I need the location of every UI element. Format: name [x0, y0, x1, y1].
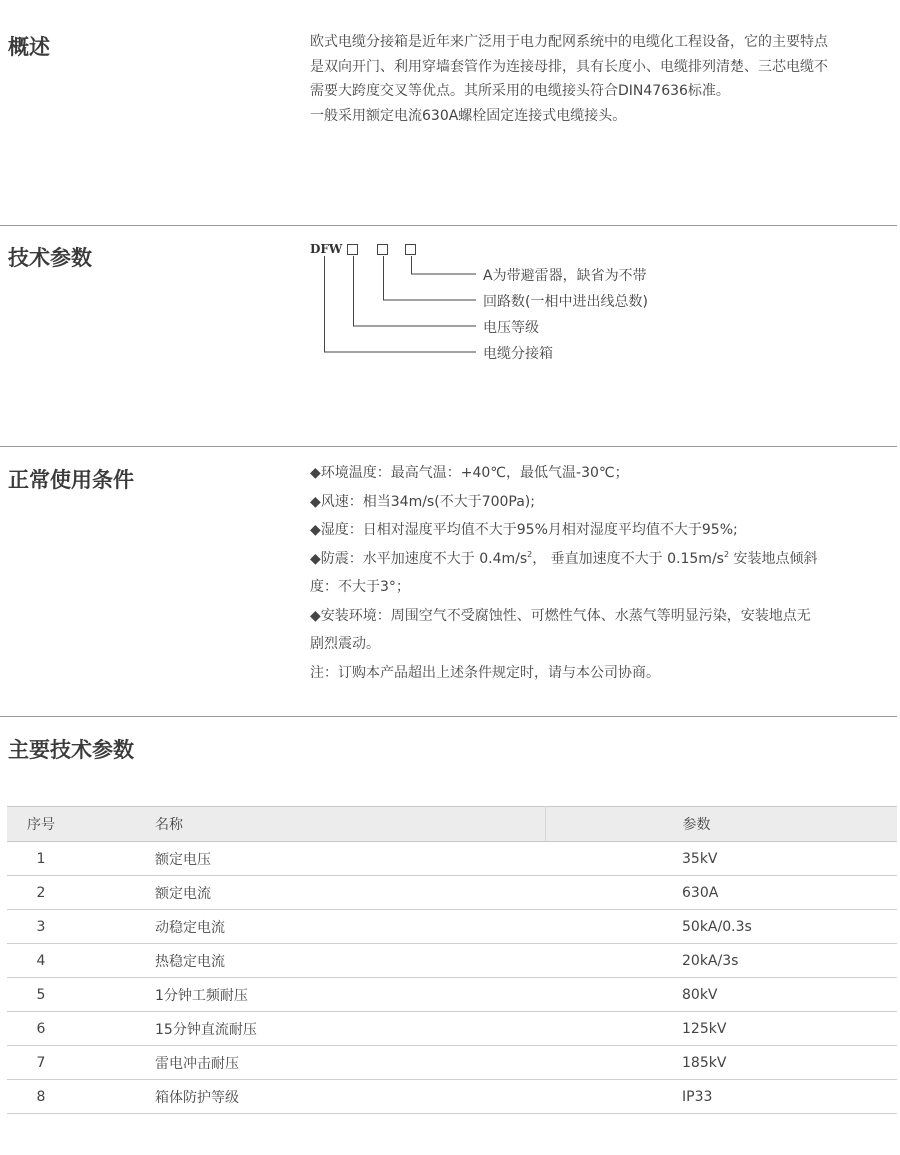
- table-row: [7, 1012, 897, 1046]
- leader-line-arrester: [412, 256, 477, 274]
- overview-line: 需要大跨度交叉等优点。其所采用的电缆接头符合DIN47636标准。: [310, 83, 730, 99]
- table-row: [7, 1080, 897, 1114]
- cell-value: 630A: [545, 876, 897, 910]
- table-row: [7, 910, 897, 944]
- cell-value: 20kA/3s: [545, 944, 897, 978]
- cell-no: 5: [7, 978, 75, 1012]
- cell-name: 1分钟工频耐压: [75, 978, 545, 1012]
- cell-name: 箱体防护等级: [75, 1080, 545, 1114]
- legend-box: 电缆分接箱: [483, 346, 553, 362]
- model-diagram-lines: [0, 0, 900, 400]
- cell-no: 8: [7, 1080, 75, 1114]
- cell-no: 3: [7, 910, 75, 944]
- cell-value: 80kV: [545, 978, 897, 1012]
- condition-note: 注：订购本产品超出上述条件规定时，请与本公司协商。: [310, 664, 660, 681]
- quake-text-b: ， 垂直加速度不大于 0.15m/s: [532, 550, 724, 567]
- condition-install: ◆安装环境：周围空气不受腐蚀性、可燃性气体、水蒸气等明显污染，安装地点无: [310, 607, 811, 624]
- leader-line-box: [325, 256, 477, 352]
- cell-value: IP33: [545, 1080, 897, 1114]
- cell-name: 额定电流: [75, 876, 545, 910]
- legend-voltage: 电压等级: [483, 320, 539, 336]
- tech-title: 技术参数: [8, 246, 92, 270]
- condition-humidity: ◆湿度：日相对湿度平均值不大于95%月相对湿度平均值不大于95%;: [310, 522, 738, 538]
- table-row: [7, 1046, 897, 1080]
- cell-no: 2: [7, 876, 75, 910]
- header-value: 参数: [545, 807, 897, 842]
- table-row: [7, 944, 897, 978]
- overview-line: 是双向开门、利用穿墙套管作为连接母排，具有长度小、电缆排列清楚、三芯电缆不: [310, 58, 828, 75]
- legend-arrester: A为带避雷器，缺省为不带: [483, 268, 647, 284]
- condition-wind: ◆风速：相当34m/s(不大于700Pa);: [310, 493, 535, 510]
- cell-value: 185kV: [545, 1046, 897, 1080]
- params-table: [7, 806, 897, 1114]
- section-divider: [0, 446, 897, 447]
- condition-quake-cont: 度：不大于3°；: [310, 579, 410, 595]
- quake-text-a: ◆防震：水平加速度不大于 0.4m/s: [310, 550, 528, 567]
- leader-line-voltage: [354, 256, 477, 326]
- header-name: 名称: [75, 807, 545, 842]
- table-header-row: [7, 807, 897, 842]
- leader-line-circuits: [384, 256, 477, 300]
- cell-value: 125kV: [545, 1012, 897, 1046]
- cell-value: 35kV: [545, 842, 897, 876]
- cell-value: 50kA/0.3s: [545, 910, 897, 944]
- condition-install-cont: 剧烈震动。: [310, 636, 380, 652]
- table-row: [7, 978, 897, 1012]
- cell-no: 4: [7, 944, 75, 978]
- conditions-list: [310, 459, 900, 687]
- conditions-title: 正常使用条件: [8, 468, 134, 492]
- condition-quake: [310, 545, 900, 574]
- superscript: 2: [723, 549, 730, 559]
- cell-name: 15分钟直流耐压: [75, 1012, 545, 1046]
- table-row: [7, 876, 897, 910]
- superscript: 2: [527, 549, 533, 559]
- overview-line: 一般采用额定电流630A螺栓固定连接式电缆接头。: [310, 107, 627, 124]
- cell-name: 热稳定电流: [75, 944, 545, 978]
- overview-line: 欧式电缆分接箱是近年来广泛用于电力配网系统中的电缆化工程设备，它的主要特点: [310, 34, 828, 50]
- cell-name: 额定电压: [75, 842, 545, 876]
- section-divider: [0, 716, 897, 717]
- cell-name: 雷电冲击耐压: [75, 1046, 545, 1080]
- cell-no: 1: [7, 842, 75, 876]
- legend-circuits: 回路数(一相中进出线总数): [483, 294, 648, 310]
- cell-no: 7: [7, 1046, 75, 1080]
- table-row: [7, 842, 897, 876]
- cell-name: 动稳定电流: [75, 910, 545, 944]
- cell-no: 6: [7, 1012, 75, 1046]
- header-no: 序号: [7, 807, 75, 842]
- model-code: DFW: [310, 242, 343, 256]
- quake-text-c: 安装地点倾斜: [729, 550, 818, 567]
- condition-env-temp: ◆环境温度：最高气温：+40℃，最低气温-30℃；: [310, 465, 629, 481]
- main-params-title: 主要技术参数: [8, 738, 134, 762]
- overview-title: 概述: [8, 35, 50, 59]
